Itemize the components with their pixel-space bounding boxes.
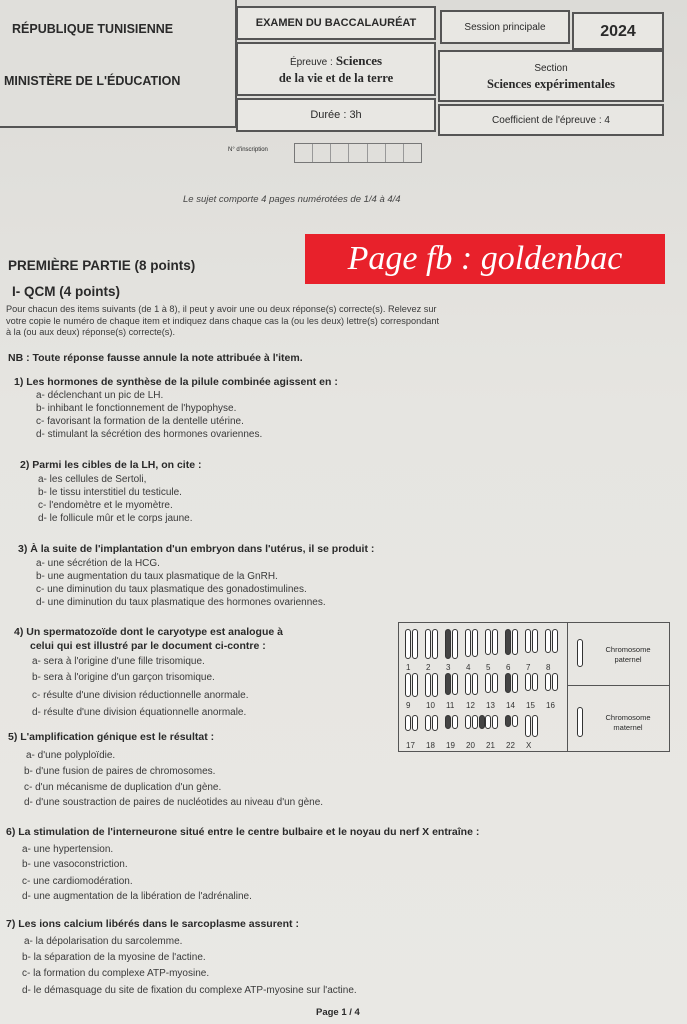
chromosome-icon [472, 629, 478, 657]
chromosome-icon [405, 673, 411, 697]
epreuve-line1: Sciences [335, 52, 383, 68]
question-5-option-d: d- d'une soustraction de paires de nucléotides au niveau d'un gène. [24, 797, 324, 808]
question-3-option-c: c- une diminution du taux plasmatique des gonadostimulines. [36, 584, 307, 595]
instruction-line: à la (ou aux deux) réponse(s) correcte(s). [6, 327, 176, 337]
chromosome-icon [525, 629, 531, 653]
chromosome-number: 19 [446, 741, 455, 750]
chromosome-icon [465, 715, 471, 729]
karyotype-divider [567, 623, 568, 751]
chromosome-icon [412, 715, 418, 731]
chromosome-icon [552, 673, 558, 691]
coefficient-label: Coefficient de l'épreuve : 4 [492, 114, 610, 126]
fb-banner: Page fb : goldenbac [305, 234, 665, 284]
question-2-option-b: b- le tissu interstitiel du testicule. [38, 487, 182, 498]
chromosome-icon [505, 673, 511, 693]
chromosome-icon [432, 673, 438, 697]
chromosome-number: 9 [406, 701, 411, 710]
question-5-option-c: c- d'un mécanisme de duplication d'un gène. [24, 782, 222, 793]
qcm-title: I- QCM (4 points) [12, 284, 120, 299]
chromosome-icon [432, 629, 438, 659]
chromosome-number: 3 [446, 663, 451, 672]
chromosome-icon [432, 715, 438, 731]
question-7-title: 7) Les ions calcium libérés dans le sarcoplasme assurent : [6, 918, 299, 930]
session-label: Session principale [464, 21, 546, 33]
chromosome-icon [532, 629, 538, 653]
epreuve-label: Épreuve : [289, 56, 333, 68]
instruction-line: votre copie le numéro de chaque item et indiquez dans chaque cas la (ou les deux) lettre(s) correspondant [6, 315, 440, 326]
chromosome-icon [545, 673, 551, 691]
chromosome-number: 10 [426, 701, 435, 710]
chromosome-number: 6 [506, 663, 511, 672]
question-3-option-a: a- une sécrétion de la HCG. [36, 558, 160, 569]
nb-note: NB : Toute réponse fausse annule la note attribuée à l'item. [8, 352, 303, 364]
inscription-label: N° d'inscription [228, 147, 268, 153]
chromosome-icon [492, 715, 498, 729]
duree-label: Durée : 3h [310, 108, 362, 121]
question-2-option-d: d- le follicule mûr et le corps jaune. [38, 513, 193, 524]
chromosome-icon [412, 673, 418, 697]
question-4-title-line2: celui qui est illustré par le document ci-contre : [30, 640, 266, 652]
chromosome-icon [425, 629, 431, 659]
question-7-option-a: a- la dépolarisation du sarcolemme. [24, 936, 183, 947]
chromosome-icon [525, 673, 531, 691]
question-1-option-a: a- déclenchant un pic de LH. [36, 390, 164, 401]
question-6-title: 6) La stimulation de l'interneurone situé entre le centre bulbaire et le noyau du nerf X entraîne : [6, 826, 480, 838]
question-4-title: 4) Un spermatozoïde dont le caryotype est analogue à [14, 626, 283, 638]
year-cell [572, 12, 664, 50]
chromosome-number: 17 [406, 741, 415, 750]
legend-paternal: Chromosome paternel [605, 645, 651, 664]
chromosome-icon [552, 629, 558, 653]
question-4-option-c: c- résulte d'une division réductionnelle anormale. [32, 690, 249, 701]
chromosome-number: 8 [546, 663, 551, 672]
header-left [0, 0, 237, 128]
chromosome-icon [465, 673, 471, 695]
question-5-option-a: a- d'une polyploïdie. [26, 750, 116, 761]
chromosome-number: 15 [526, 701, 535, 710]
page-count-note: Le sujet comporte 4 pages numérotées de 1/4 à 4/4 [183, 194, 401, 205]
chromosome-number: 13 [486, 701, 495, 710]
question-7-option-c: c- la formation du complexe ATP-myosine. [22, 968, 210, 979]
chromosome-number: 21 [486, 741, 495, 750]
chromosome-icon [452, 629, 458, 659]
question-7-option-d: d- le démasquage du site de fixation du complexe ATP-myosine sur l'actine. [22, 985, 357, 996]
chromosome-number: 20 [466, 741, 475, 750]
chromosome-icon [405, 629, 411, 659]
chromosome-icon [425, 673, 431, 697]
chromosome-icon [425, 715, 431, 731]
chromosome-number: 11 [446, 701, 455, 710]
chromosome-icon [492, 673, 498, 693]
question-2-option-c: c- l'endomètre et le myomètre. [38, 500, 173, 511]
duree-cell [236, 98, 436, 132]
question-3-option-b: b- une augmentation du taux plasmatique de la GnRH. [36, 571, 278, 582]
question-6-option-d: d- une augmentation de la libération de l'adrénaline. [22, 891, 252, 902]
chromosome-number: 12 [466, 701, 475, 710]
chromosome-icon [512, 629, 518, 655]
chromosome-icon [485, 629, 491, 655]
chromosome-number: X [526, 741, 532, 750]
chromosome-icon [512, 673, 518, 693]
republic-label: RÉPUBLIQUE TUNISIENNE [12, 22, 174, 36]
chromosome-icon [452, 673, 458, 695]
question-6-option-a: a- une hypertension. [22, 844, 114, 855]
chromosome-number: 2 [426, 663, 431, 672]
section-cell [438, 50, 664, 102]
question-6-option-c: c- une cardiomodération. [22, 876, 133, 887]
question-4-option-a: a- sera à l'origine d'une fille trisomique. [32, 656, 205, 667]
question-3-title: 3) À la suite de l'implantation d'un embryon dans l'utérus, il se produit : [18, 543, 375, 555]
question-3-option-d: d- une diminution du taux plasmatique des hormones ovariennes. [36, 597, 326, 608]
chromosome-icon [472, 673, 478, 695]
part-title: PREMIÈRE PARTIE (8 points) [8, 258, 196, 273]
question-1-option-c: c- favorisant la formation de la dentelle utérine. [36, 416, 244, 427]
session-cell [440, 10, 570, 44]
question-1-option-d: d- stimulant la sécrétion des hormones ovariennes. [36, 429, 263, 440]
chromosome-icon [412, 629, 418, 659]
chromosome-number: 16 [546, 701, 555, 710]
chromosome-number: 1 [406, 663, 411, 672]
question-4-option-d: d- résulte d'une division équationnelle anormale. [32, 707, 247, 718]
question-6-option-b: b- une vasoconstriction. [22, 859, 128, 870]
chromosome-number: 4 [466, 663, 471, 672]
epreuve-line2: de la vie et de la terre [278, 70, 394, 85]
instruction-line: Pour chacun des items suivants (de 1 à 8), il peut y avoir une ou deux réponse(s) correcte(s). Relevez sur [6, 304, 437, 314]
chromosome-icon [525, 715, 531, 737]
question-1-option-b: b- inhibant le fonctionnement de l'hypophyse. [36, 403, 237, 414]
chromosome-number: 7 [526, 663, 531, 672]
coefficient-cell [438, 104, 664, 136]
exam-label: EXAMEN DU BACCALAURÉAT [255, 16, 417, 29]
question-2-option-a: a- les cellules de Sertoli, [38, 474, 147, 485]
section-label: Section [534, 62, 568, 74]
inscription-boxes[interactable] [294, 143, 422, 163]
chromosome-icon [452, 715, 458, 729]
question-7-option-b: b- la séparation de la myosine de l'actine. [22, 952, 206, 963]
chromosome-icon [479, 715, 485, 729]
exam-cell [236, 6, 436, 40]
chromosome-icon [532, 673, 538, 691]
question-1-title: 1) Les hormones de synthèse de la pilule combinée agissent en : [14, 376, 338, 388]
epreuve-cell [236, 42, 436, 96]
chromosome-number: 22 [506, 741, 515, 750]
chromosome-icon [485, 673, 491, 693]
chromosome-number: 14 [506, 701, 515, 710]
karyotype-diagram [398, 622, 670, 752]
page-footer: Page 1 / 4 [316, 1007, 360, 1018]
legend-maternal-chromosome-icon [577, 707, 583, 737]
chromosome-icon [445, 715, 451, 729]
question-2-title: 2) Parmi les cibles de la LH, on cite : [20, 459, 202, 471]
section-value: Sciences expérimentales [486, 76, 616, 91]
year-label: 2024 [600, 22, 636, 40]
chromosome-icon [545, 629, 551, 653]
chromosome-icon [512, 715, 518, 727]
chromosome-icon [472, 715, 478, 729]
legend-paternal-chromosome-icon [577, 639, 583, 667]
chromosome-icon [445, 629, 451, 659]
chromosome-icon [405, 715, 411, 731]
chromosome-icon [485, 715, 491, 729]
instructions [6, 304, 676, 339]
question-4-option-b: b- sera à l'origine d'un garçon trisomique. [32, 672, 215, 683]
question-5-option-b: b- d'une fusion de paires de chromosomes. [24, 766, 216, 777]
legend-maternal: Chromosome maternel [605, 713, 651, 732]
chromosome-icon [492, 629, 498, 655]
karyotype-divider [567, 685, 669, 686]
chromosome-icon [505, 629, 511, 655]
question-5-title: 5) L'amplification génique est le résultat : [8, 731, 215, 743]
chromosome-number: 18 [426, 741, 435, 750]
ministry-label: MINISTÈRE DE L'ÉDUCATION [4, 74, 181, 88]
chromosome-icon [445, 673, 451, 695]
chromosome-icon [532, 715, 538, 737]
chromosome-icon [465, 629, 471, 657]
chromosome-number: 5 [486, 663, 491, 672]
chromosome-icon [505, 715, 511, 727]
